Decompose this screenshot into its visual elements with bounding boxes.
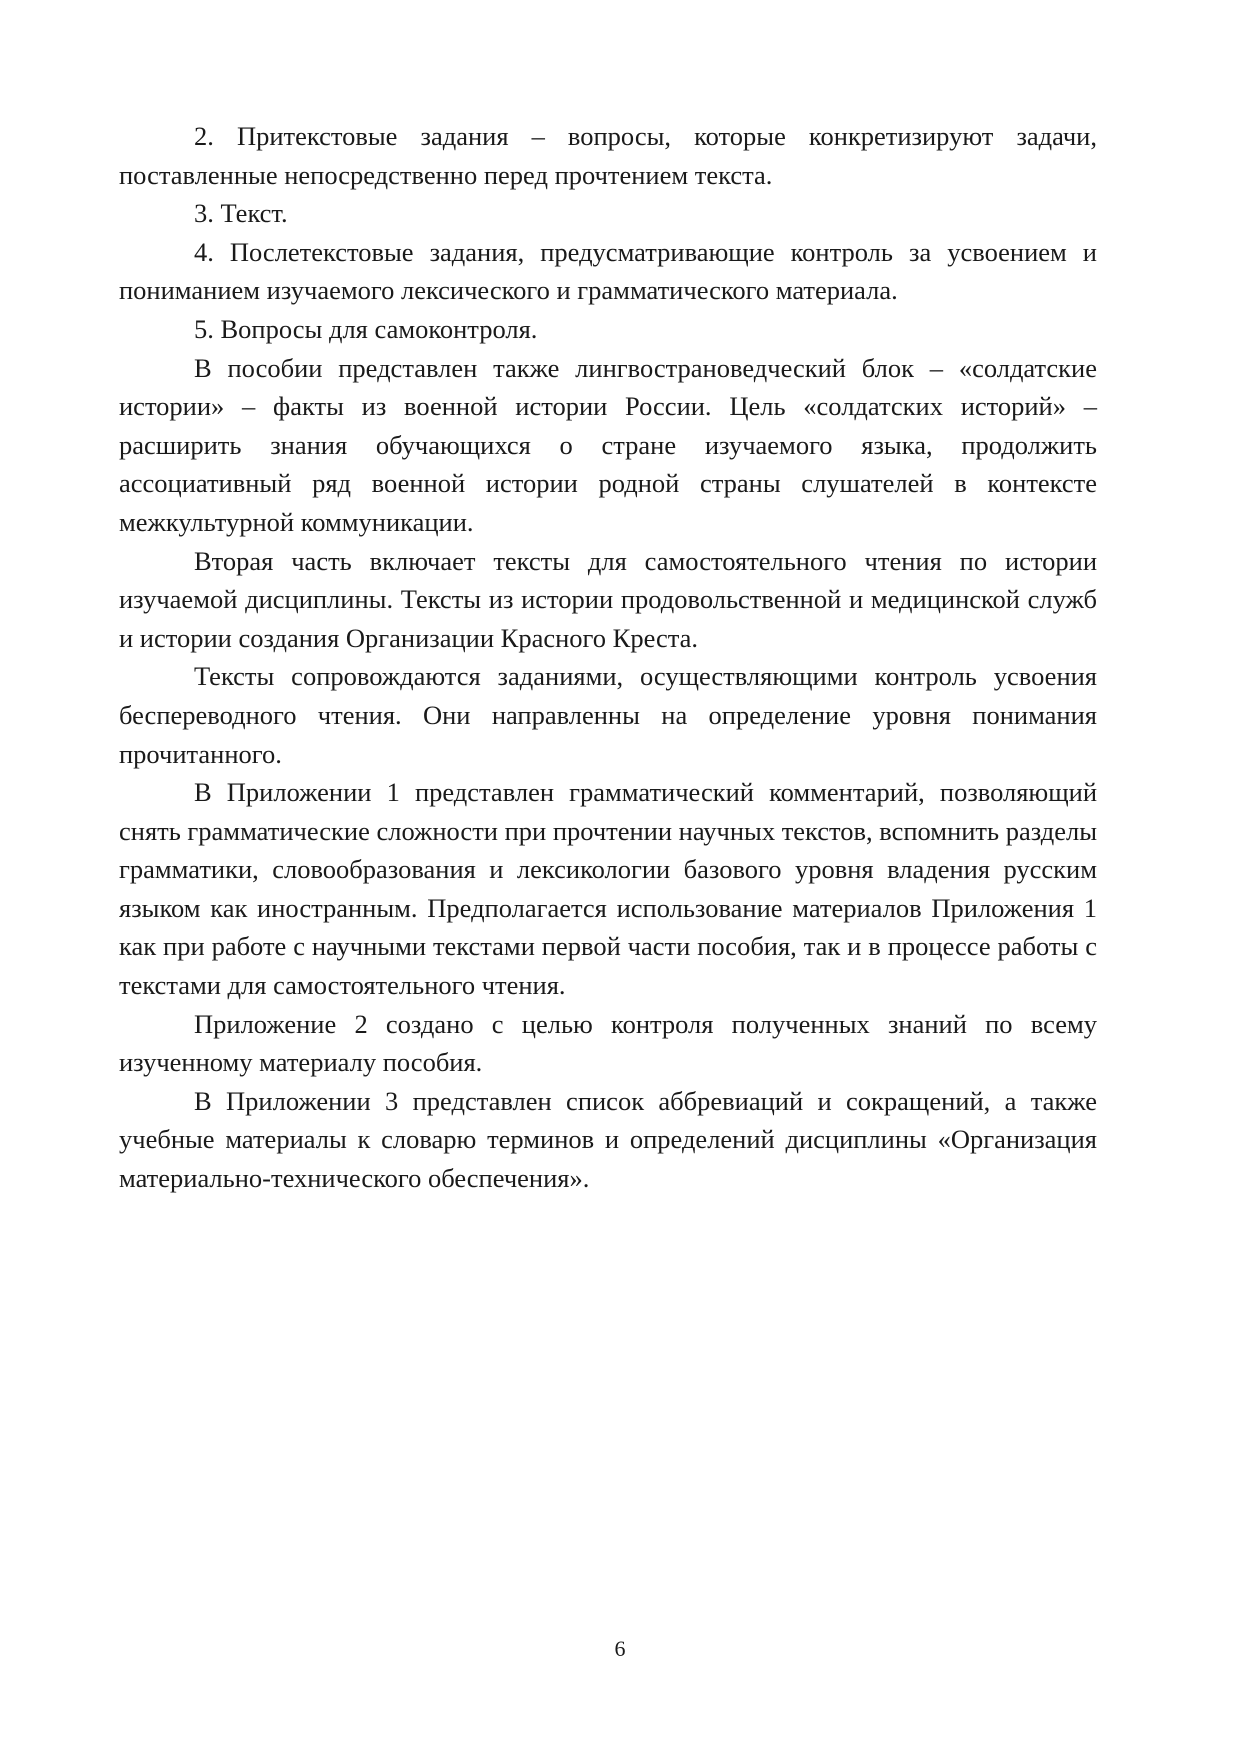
paragraph-item-5: 5. Вопросы для самоконтроля. (194, 313, 538, 344)
page-number: 6 (614, 1636, 626, 1661)
paragraph-soldier-stories: В пособии представлен также лингвострановедческий блок – «солдатские истории» – факты из военной истории России. Цель «солдатских историй» – расширить знания обучающихся о стране изучаемого языка, продолжить ассоциативный ряд военной истории родной страны слушателей в контексте межкультурной коммуникации. (119, 352, 1097, 537)
paragraph-item-3: 3. Текст. (194, 198, 288, 229)
paragraph-item-4: 4. Послетекстовые задания, предусматривающие контроль за усвоением и пониманием изучаемого лексического и грамматического материала. (119, 236, 1097, 306)
page-body (119, 117, 1097, 1198)
paragraph-appendix-2: Приложение 2 создано с целью контроля полученных знаний по всему изученному материалу пособия. (119, 1008, 1097, 1078)
paragraph-appendix-3: В Приложении 3 представлен список аббревиаций и сокращений, а также учебные материалы к словарю терминов и определений дисциплины «Организация материально-технического обеспечения». (119, 1085, 1097, 1194)
paragraph-item-2: 2. Притекстовые задания – вопросы, которые конкретизируют задачи, поставленные непосредственно перед прочтением текста. (119, 121, 1097, 190)
paragraph-texts-tasks: Тексты сопровождаются заданиями, осуществляющими контроль усвоения беспереводного чтения. Они направленны на определение уровня понимания прочитанного. (119, 661, 1097, 769)
paragraph-second-part: Вторая часть включает тексты для самостоятельного чтения по истории изучаемой дисциплины. Тексты из истории продовольственной и медицинской служб и истории создания Организации Красного Креста. (119, 545, 1097, 653)
paragraph-appendix-1: В Приложении 1 представлен грамматический комментарий, позволяющий снять грамматические сложности при прочтении научных текстов, вспомнить разделы грамматики, словообразования и лексикологии базового уровня владения русским языком как иностранным. Предполагается использование материалов Приложения 1 как при работе с научными текстами первой части пособия, так и в процессе работы с текстами для самостоятельного чтения. (119, 777, 1098, 1001)
